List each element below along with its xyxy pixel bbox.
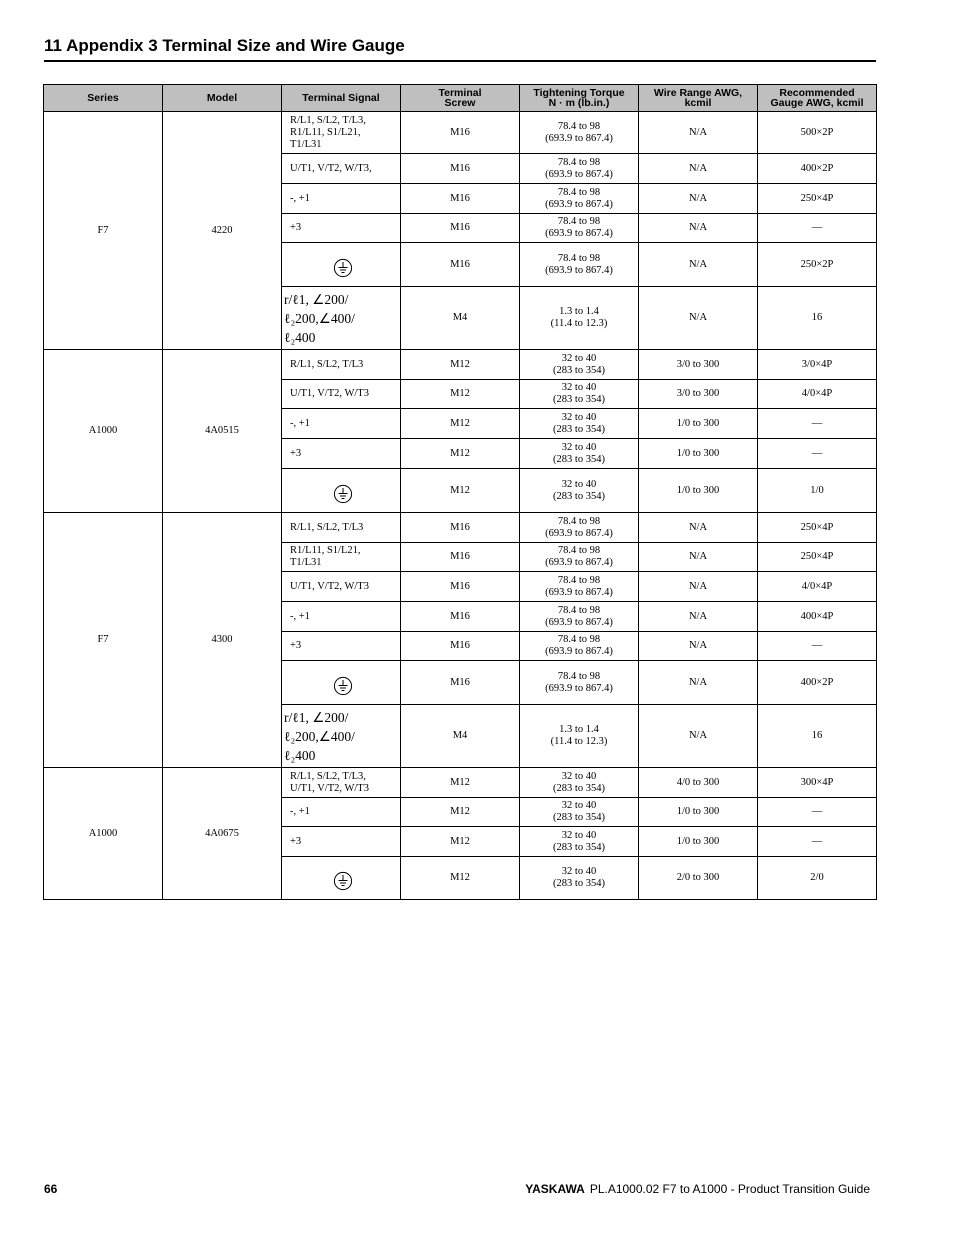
terminal-signal-cell: U/T1, V/T2, W/T3: [282, 380, 401, 409]
tightening-torque-cell: 78.4 to 98 (693.9 to 867.4): [520, 632, 639, 661]
tightening-torque-cell: 32 to 40 (283 to 354): [520, 350, 639, 380]
model-cell: 4220: [163, 112, 282, 350]
terminal-screw-cell: M12: [401, 857, 520, 900]
wire-range-cell: N/A: [639, 602, 758, 632]
col-header-recommended-gauge: Recommended Gauge AWG, kcmil: [758, 85, 877, 112]
recommended-gauge-cell: 250×4P: [758, 513, 877, 543]
tightening-torque-cell: 78.4 to 98 (693.9 to 867.4): [520, 214, 639, 243]
terminal-screw-cell: M16: [401, 243, 520, 287]
terminal-screw-cell: M12: [401, 380, 520, 409]
table-row: [44, 513, 877, 543]
col-header-wire-range: Wire Range AWG, kcmil: [639, 85, 758, 112]
col-header-terminal-screw: Terminal Screw: [401, 85, 520, 112]
terminal-screw-cell: M12: [401, 409, 520, 439]
tightening-torque-cell: 32 to 40 (283 to 354): [520, 469, 639, 513]
model-cell: 4300: [163, 513, 282, 768]
footer-brand: YASKAWA: [525, 1182, 585, 1196]
wire-range-cell: N/A: [639, 184, 758, 214]
col-header-tightening-torque: Tightening Torque N · m (lb.in.): [520, 85, 639, 112]
terminal-signal-cell: [282, 243, 401, 287]
table-row: [44, 112, 877, 154]
terminal-screw-cell: M16: [401, 214, 520, 243]
wire-range-cell: 1/0 to 300: [639, 827, 758, 857]
page-number: 66: [44, 1182, 58, 1196]
recommended-gauge-cell: 400×4P: [758, 602, 877, 632]
terminal-signal-cell: R/L1, S/L2, T/L3: [282, 513, 401, 543]
ground-icon: [333, 676, 353, 696]
wire-range-cell: N/A: [639, 214, 758, 243]
series-cell: F7: [44, 112, 163, 350]
terminal-signal-cell: -, +1: [282, 602, 401, 632]
terminal-screw-cell: M12: [401, 469, 520, 513]
tightening-torque-cell: 1.3 to 1.4 (11.4 to 12.3): [520, 705, 639, 768]
recommended-gauge-cell: —: [758, 632, 877, 661]
wire-range-cell: 3/0 to 300: [639, 380, 758, 409]
model-cell: 4A0515: [163, 350, 282, 513]
terminal-signal-cell: -, +1: [282, 409, 401, 439]
wire-range-cell: N/A: [639, 112, 758, 154]
tightening-torque-cell: 32 to 40 (283 to 354): [520, 439, 639, 469]
title-rule: [44, 60, 876, 62]
tightening-torque-cell: 32 to 40 (283 to 354): [520, 768, 639, 798]
col-header-terminal-signal: Terminal Signal: [282, 85, 401, 112]
terminal-signal-cell: r/ℓ1, ∠200/ ℓ₂200,∠400/ ℓ₂400: [282, 705, 401, 768]
terminal-signal-cell: -, +1: [282, 798, 401, 827]
col-header-model: Model: [163, 85, 282, 112]
recommended-gauge-cell: —: [758, 409, 877, 439]
tightening-torque-cell: 32 to 40 (283 to 354): [520, 857, 639, 900]
recommended-gauge-cell: 4/0×4P: [758, 572, 877, 602]
wire-range-cell: N/A: [639, 705, 758, 768]
footer-doc-title: PL.A1000.02 F7 to A1000 - Product Transition Guide: [589, 1182, 870, 1196]
terminal-screw-cell: M16: [401, 513, 520, 543]
tightening-torque-cell: 78.4 to 98 (693.9 to 867.4): [520, 154, 639, 184]
terminal-screw-cell: M16: [401, 184, 520, 214]
recommended-gauge-cell: 4/0×4P: [758, 380, 877, 409]
tightening-torque-cell: 1.3 to 1.4 (11.4 to 12.3): [520, 287, 639, 350]
terminal-signal-cell: +3: [282, 827, 401, 857]
recommended-gauge-cell: 500×2P: [758, 112, 877, 154]
table-row: [44, 768, 877, 798]
wire-range-cell: 2/0 to 300: [639, 857, 758, 900]
terminal-signal-cell: +3: [282, 214, 401, 243]
recommended-gauge-cell: 16: [758, 287, 877, 350]
terminal-signal-cell: R/L1, S/L2, T/L3: [282, 350, 401, 380]
terminal-signal-cell: R/L1, S/L2, T/L3, U/T1, V/T2, W/T3: [282, 768, 401, 798]
wire-range-cell: N/A: [639, 632, 758, 661]
wire-range-cell: 1/0 to 300: [639, 798, 758, 827]
terminal-signal-cell: [282, 661, 401, 705]
recommended-gauge-cell: 250×2P: [758, 243, 877, 287]
tightening-torque-cell: 78.4 to 98 (693.9 to 867.4): [520, 112, 639, 154]
wire-range-cell: N/A: [639, 287, 758, 350]
recommended-gauge-cell: 400×2P: [758, 661, 877, 705]
tightening-torque-cell: 78.4 to 98 (693.9 to 867.4): [520, 572, 639, 602]
terminal-screw-cell: M16: [401, 543, 520, 572]
terminal-screw-cell: M4: [401, 705, 520, 768]
terminal-signal-cell: U/T1, V/T2, W/T3: [282, 572, 401, 602]
terminal-screw-cell: M16: [401, 602, 520, 632]
terminal-screw-cell: M12: [401, 350, 520, 380]
wire-range-cell: 1/0 to 300: [639, 439, 758, 469]
wire-range-cell: 3/0 to 300: [639, 350, 758, 380]
terminal-screw-cell: M12: [401, 798, 520, 827]
terminal-signal-cell: -, +1: [282, 184, 401, 214]
terminal-screw-cell: M16: [401, 154, 520, 184]
recommended-gauge-cell: 300×4P: [758, 768, 877, 798]
wire-range-cell: 1/0 to 300: [639, 409, 758, 439]
wire-range-cell: N/A: [639, 661, 758, 705]
terminal-screw-cell: M16: [401, 112, 520, 154]
terminal-screw-cell: M16: [401, 661, 520, 705]
model-cell: 4A0675: [163, 768, 282, 900]
terminal-signal-cell: [282, 469, 401, 513]
wire-range-cell: 1/0 to 300: [639, 469, 758, 513]
tightening-torque-cell: 78.4 to 98 (693.9 to 867.4): [520, 661, 639, 705]
table-header-row: [44, 85, 877, 112]
tightening-torque-cell: 78.4 to 98 (693.9 to 867.4): [520, 184, 639, 214]
recommended-gauge-cell: 3/0×4P: [758, 350, 877, 380]
wire-range-cell: N/A: [639, 513, 758, 543]
terminal-signal-cell: r/ℓ1, ∠200/ ℓ₂200,∠400/ ℓ₂400: [282, 287, 401, 350]
terminal-signal-cell: R/L1, S/L2, T/L3, R1/L11, S1/L21, T1/L31: [282, 112, 401, 154]
series-cell: F7: [44, 513, 163, 768]
recommended-gauge-cell: 1/0: [758, 469, 877, 513]
table-body: [44, 112, 877, 900]
terminal-screw-cell: M4: [401, 287, 520, 350]
tightening-torque-cell: 78.4 to 98 (693.9 to 867.4): [520, 513, 639, 543]
tightening-torque-cell: 32 to 40 (283 to 354): [520, 798, 639, 827]
table-row: [44, 350, 877, 380]
recommended-gauge-cell: 2/0: [758, 857, 877, 900]
ground-icon: [333, 258, 353, 278]
wire-range-cell: N/A: [639, 543, 758, 572]
recommended-gauge-cell: —: [758, 827, 877, 857]
wire-range-cell: N/A: [639, 243, 758, 287]
terminal-signal-cell: +3: [282, 632, 401, 661]
series-cell: A1000: [44, 350, 163, 513]
recommended-gauge-cell: 400×2P: [758, 154, 877, 184]
ground-icon: [333, 871, 353, 891]
tightening-torque-cell: 32 to 40 (283 to 354): [520, 409, 639, 439]
recommended-gauge-cell: —: [758, 439, 877, 469]
terminal-signal-cell: U/T1, V/T2, W/T3,: [282, 154, 401, 184]
footer-doc-info: [525, 1182, 870, 1196]
recommended-gauge-cell: —: [758, 798, 877, 827]
page-title: 11 Appendix 3 Terminal Size and Wire Gauge: [44, 36, 405, 55]
tightening-torque-cell: 78.4 to 98 (693.9 to 867.4): [520, 543, 639, 572]
terminal-signal-cell: R1/L11, S1/L21, T1/L31: [282, 543, 401, 572]
terminal-screw-cell: M12: [401, 439, 520, 469]
recommended-gauge-cell: —: [758, 214, 877, 243]
wire-range-cell: N/A: [639, 154, 758, 184]
recommended-gauge-cell: 250×4P: [758, 543, 877, 572]
series-cell: A1000: [44, 768, 163, 900]
tightening-torque-cell: 32 to 40 (283 to 354): [520, 380, 639, 409]
terminal-screw-cell: M12: [401, 768, 520, 798]
terminal-signal-cell: +3: [282, 439, 401, 469]
terminal-screw-cell: M12: [401, 827, 520, 857]
recommended-gauge-cell: 250×4P: [758, 184, 877, 214]
ground-icon: [333, 484, 353, 504]
tightening-torque-cell: 78.4 to 98 (693.9 to 867.4): [520, 602, 639, 632]
terminal-signal-cell: [282, 857, 401, 900]
wire-range-cell: N/A: [639, 572, 758, 602]
wire-range-cell: 4/0 to 300: [639, 768, 758, 798]
terminal-screw-cell: M16: [401, 632, 520, 661]
tightening-torque-cell: 78.4 to 98 (693.9 to 867.4): [520, 243, 639, 287]
col-header-series: Series: [44, 85, 163, 112]
tightening-torque-cell: 32 to 40 (283 to 354): [520, 827, 639, 857]
terminal-wire-table: [43, 84, 877, 900]
recommended-gauge-cell: 16: [758, 705, 877, 768]
terminal-screw-cell: M16: [401, 572, 520, 602]
